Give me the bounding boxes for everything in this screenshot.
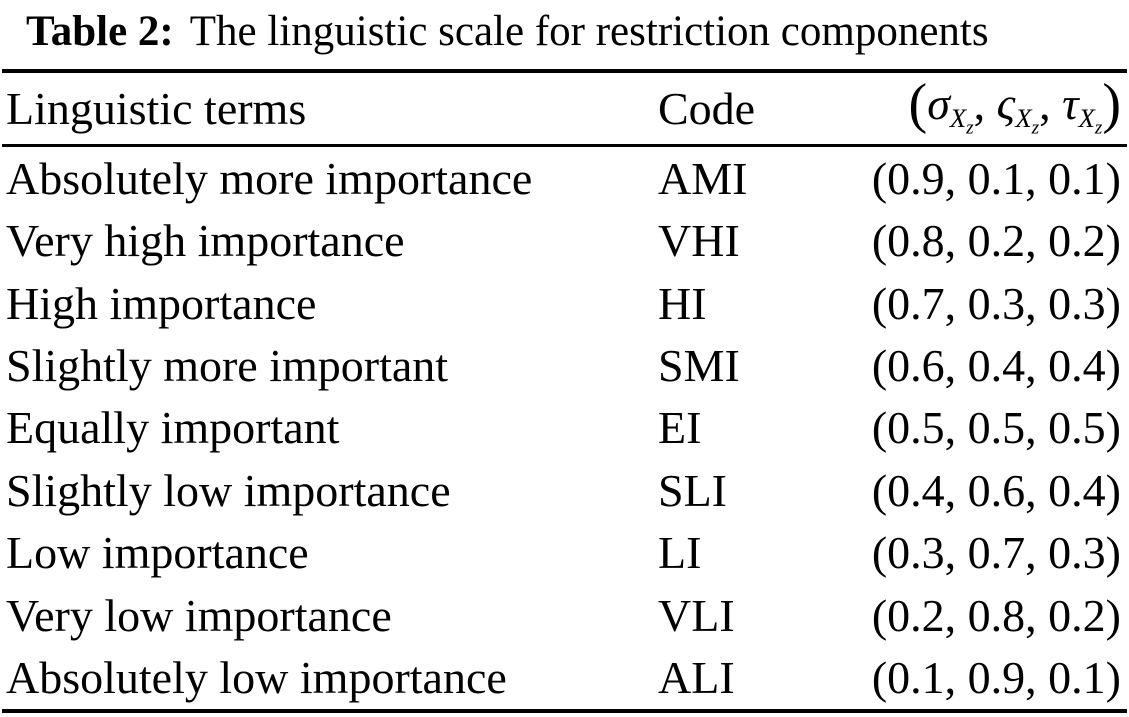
table-row <box>0 147 1129 209</box>
sigma-symbol: σ <box>927 78 950 130</box>
table-row <box>0 272 1129 334</box>
table-row <box>0 209 1129 271</box>
cell-term: Slightly low importance <box>6 464 451 516</box>
table-caption <box>26 2 1125 62</box>
cell-tuple: (0.3, 0.7, 0.3) <box>871 527 1121 579</box>
table-row <box>0 397 1129 459</box>
cell-tuple: (0.7, 0.3, 0.3) <box>871 277 1121 329</box>
cell-tuple: (0.9, 0.1, 0.1) <box>871 152 1121 204</box>
cell-code: VLI <box>658 589 735 641</box>
separator: , <box>1039 78 1063 130</box>
cell-term: Absolutely low importance <box>6 652 507 704</box>
cell-tuple: (0.1, 0.9, 0.1) <box>871 652 1121 704</box>
cell-term: Absolutely more importance <box>6 152 533 204</box>
table-row <box>0 584 1129 646</box>
cell-code: LI <box>658 527 702 579</box>
cell-code: AMI <box>658 152 748 204</box>
table-row <box>0 334 1129 396</box>
cell-term: Very low importance <box>6 589 392 641</box>
cell-term: Low importance <box>6 527 309 579</box>
table-row <box>0 522 1129 584</box>
cell-term: Equally important <box>6 402 340 454</box>
cell-term: Slightly more important <box>6 340 449 392</box>
rule-bottom <box>2 709 1127 713</box>
cell-tuple: (0.5, 0.5, 0.5) <box>871 402 1121 454</box>
cell-code: SMI <box>658 340 740 392</box>
close-paren: ) <box>1102 72 1121 135</box>
cell-code: SLI <box>658 464 727 516</box>
varsigma-symbol: ς <box>996 78 1016 130</box>
table-body <box>0 147 1129 709</box>
tau-symbol: τ <box>1062 78 1079 130</box>
cell-tuple: (0.6, 0.4, 0.4) <box>871 340 1121 392</box>
cell-code: ALI <box>658 652 735 704</box>
varsigma-subscript: $X_z$ <box>1015 102 1040 139</box>
header-cell-code: Code <box>658 83 756 134</box>
tau-subscript: $X_z$ <box>1078 102 1103 139</box>
header-cell-linguistic-terms: Linguistic terms <box>6 83 307 134</box>
cell-tuple: (0.2, 0.8, 0.2) <box>871 589 1121 641</box>
open-paren: ( <box>908 72 928 135</box>
separator: , <box>973 78 997 130</box>
table-row <box>0 459 1129 521</box>
sigma-subscript: $X_z$ <box>949 102 974 139</box>
cell-term: High importance <box>6 277 317 329</box>
table-caption-label: Table 2: <box>26 8 174 55</box>
cell-code: HI <box>658 277 707 329</box>
header-cell-tuple <box>844 72 1121 139</box>
table-caption-text: The linguistic scale for restriction components <box>189 8 989 55</box>
cell-code: EI <box>658 402 702 454</box>
table-header-row <box>0 73 1129 144</box>
table-row <box>0 647 1129 709</box>
cell-code: VHI <box>658 215 740 267</box>
cell-term: Very high importance <box>6 215 405 267</box>
cell-tuple: (0.4, 0.6, 0.4) <box>871 464 1121 516</box>
cell-tuple: (0.8, 0.2, 0.2) <box>871 215 1121 267</box>
